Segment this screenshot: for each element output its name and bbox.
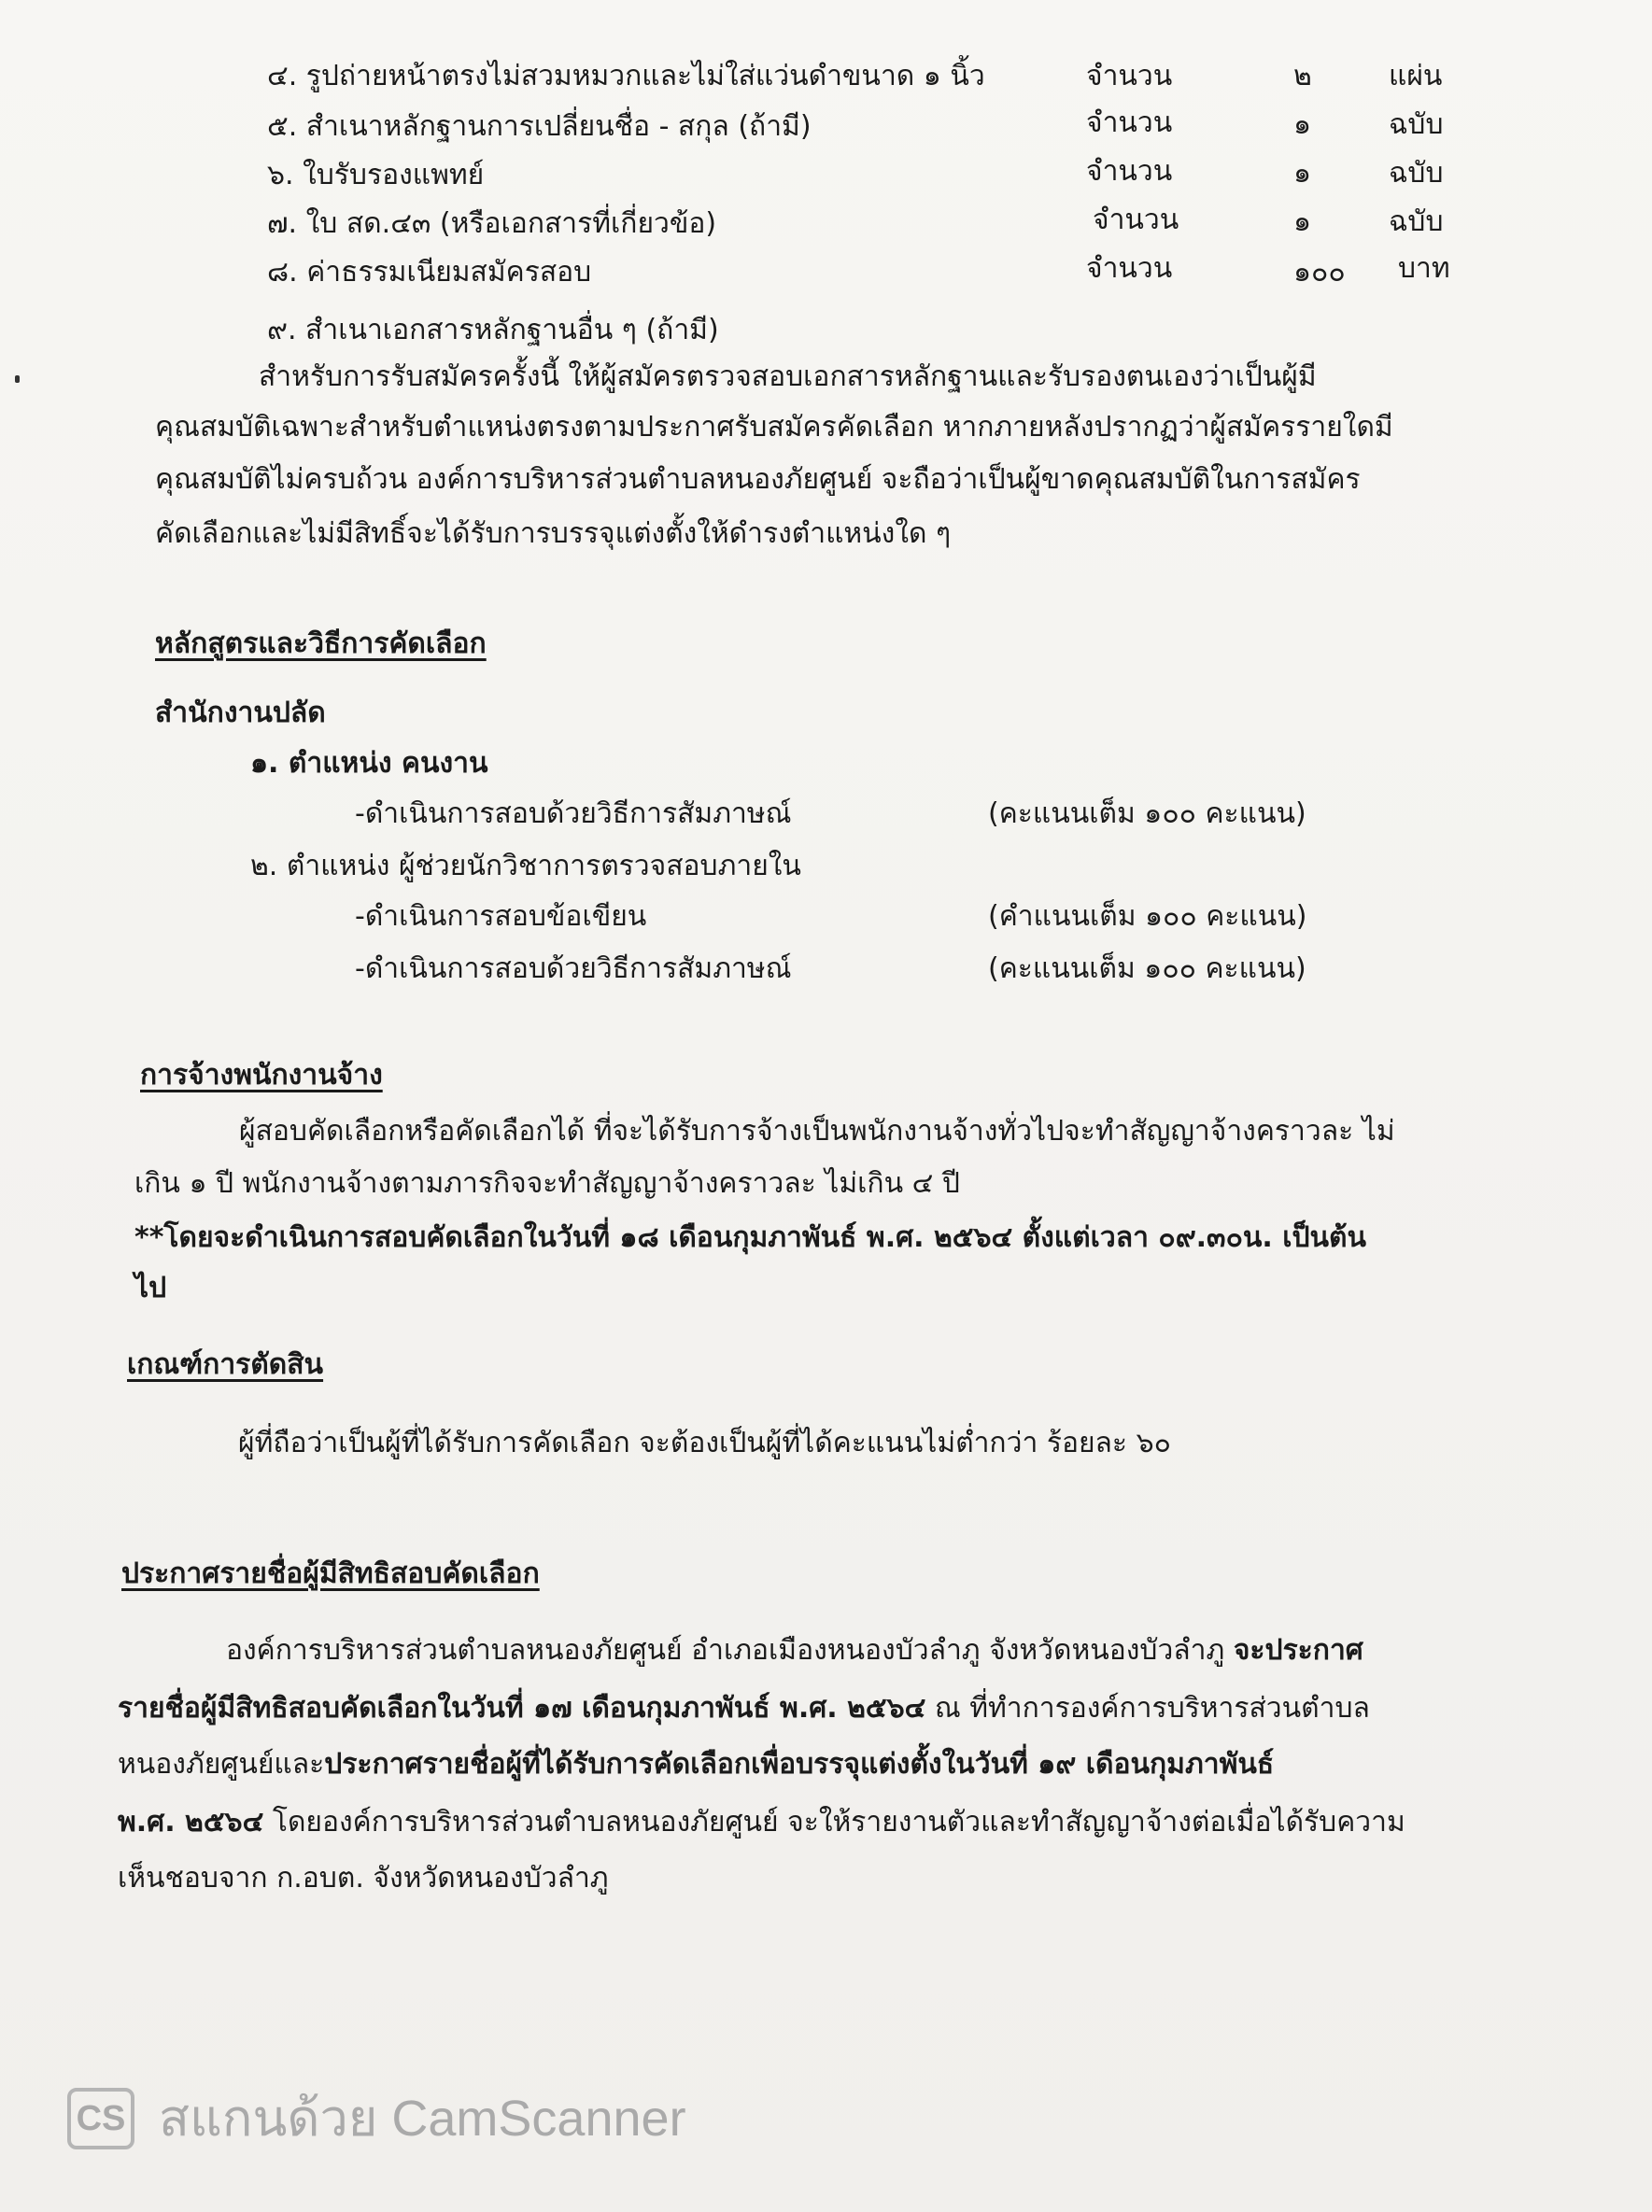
list-item-unit: ฉบับ xyxy=(1389,205,1444,238)
paragraph-line: พ.ศ. ๒๕๖๔ โดยองค์การบริหารส่วนตำบลหนองภัยศูนย์ จะให้รายงานตัวและทำสัญญาจ้างต่อเมื่อได้รับความ xyxy=(118,1806,1405,1839)
list-item-label: จำนวน xyxy=(1086,252,1173,285)
paragraph-line: หนองภัยศูนย์และประกาศรายชื่อผู้ที่ได้รับการคัดเลือกเพื่อบรรจุแต่งตั้งในวันที่ ๑๙ เดือนกุมภาพันธ์ xyxy=(118,1748,1275,1781)
paragraph-line: รายชื่อผู้มีสิทธิสอบคัดเลือกในวันที่ ๑๗ เดือนกุมภาพันธ์ พ.ศ. ๒๕๖๔ ณ ที่ทำการองค์การบริหารส่วนตำบล xyxy=(118,1692,1370,1725)
list-item-text: ๕. สำเนาหลักฐานการเปลี่ยนชื่อ - สกุล (ถ้ามี) xyxy=(267,110,812,143)
list-item-qty: ๑ xyxy=(1293,205,1312,238)
list-item-unit: ฉบับ xyxy=(1389,108,1444,141)
list-item-label: จำนวน xyxy=(1086,106,1173,139)
list-item-qty: ๑ xyxy=(1293,108,1312,141)
list-item-text: ๔. รูปถ่ายหน้าตรงไม่สวมหมวกและไม่ใส่แว่นดำขนาด ๑ นิ้ว xyxy=(267,60,985,92)
section-heading: หลักสูตรและวิธีการคัดเลือก xyxy=(155,627,487,660)
method-item: -ดำเนินการสอบด้วยวิธีการสัมภาษณ์ xyxy=(355,952,792,985)
list-item-text: ๖. ใบรับรองแพทย์ xyxy=(267,159,485,191)
office-name: สำนักงานปลัด xyxy=(155,697,326,729)
exam-date-notice-cont: ไป xyxy=(134,1272,167,1304)
method-score: (คะแนนเต็ม ๑๐๐ คะแนน) xyxy=(988,952,1306,985)
camscanner-logo-icon: CS xyxy=(67,2088,134,2149)
method-item: -ดำเนินการสอบข้อเขียน xyxy=(355,900,647,933)
section-heading: เกณฑ์การตัดสิน xyxy=(127,1348,324,1381)
method-item: -ดำเนินการสอบด้วยวิธีการสัมภาษณ์ xyxy=(355,797,792,830)
list-item-qty: ๑๐๐ xyxy=(1293,256,1346,289)
list-item-text: ๗. ใบ สด.๔๓ (หรือเอกสารที่เกี่ยวข้อ) xyxy=(267,207,717,240)
list-item-unit: บาท xyxy=(1398,252,1450,285)
list-item-text: ๙. สำเนาเอกสารหลักฐานอื่น ๆ (ถ้ามี) xyxy=(267,314,719,346)
position-title: ๑. ตำแหน่ง คนงาน xyxy=(250,747,488,780)
paragraph-line: คุณสมบัติไม่ครบถ้วน องค์การบริหารส่วนตำบลหนองภัยศูนย์ จะถือว่าเป็นผู้ขาดคุณสมบัติในการสมัคร xyxy=(155,463,1361,496)
list-item-qty: ๒ xyxy=(1293,60,1312,92)
list-item-unit: แผ่น xyxy=(1389,60,1443,92)
scan-speck xyxy=(15,375,20,383)
list-item-text: ๘. ค่าธรรมเนียมสมัครสอบ xyxy=(267,256,592,289)
position-title: ๒. ตำแหน่ง ผู้ช่วยนักวิชาการตรวจสอบภายใน xyxy=(250,850,801,882)
criteria-line: ผู้ที่ถือว่าเป็นผู้ที่ได้รับการคัดเลือก จะต้องเป็นผู้ที่ได้คะแนนไม่ต่ำกว่า ร้อยละ ๖๐ xyxy=(238,1427,1171,1459)
list-item-unit: ฉบับ xyxy=(1389,157,1444,190)
list-item-label: จำนวน xyxy=(1086,155,1173,188)
paragraph-line: เกิน ๑ ปี พนักงานจ้างตามภารกิจจะทำสัญญาจ้างคราวละ ไม่เกิน ๔ ปี xyxy=(134,1167,960,1200)
paragraph-line: คัดเลือกและไม่มีสิทธิ์จะได้รับการบรรจุแต่งตั้งให้ดำรงตำแหน่งใด ๆ xyxy=(155,517,952,550)
list-item-label: จำนวน xyxy=(1093,204,1179,236)
list-item-qty: ๑ xyxy=(1293,157,1312,190)
paragraph-line: เห็นชอบจาก ก.อบต. จังหวัดหนองบัวลำภู xyxy=(118,1862,609,1895)
exam-date-notice: **โดยจะดำเนินการสอบคัดเลือกในวันที่ ๑๘ เดือนกุมภาพันธ์ พ.ศ. ๒๕๖๔ ตั้งแต่เวลา ๐๙.๓๐น. เป็นต้น xyxy=(134,1221,1367,1254)
list-item-label: จำนวน xyxy=(1086,60,1173,92)
paragraph-line: ผู้สอบคัดเลือกหรือคัดเลือกได้ ที่จะได้รับการจ้างเป็นพนักงานจ้างทั่วไปจะทำสัญญาจ้างคราวละ ไม่ xyxy=(239,1115,1395,1148)
paragraph-line: องค์การบริหารส่วนตำบลหนองภัยศูนย์ อำเภอเมืองหนองบัวลำภู จังหวัดหนองบัวลำภู จะประกาศ xyxy=(226,1634,1363,1667)
section-heading: ประกาศรายชื่อผู้มีสิทธิสอบคัดเลือก xyxy=(121,1557,540,1590)
method-score: (คะแนนเต็ม ๑๐๐ คะแนน) xyxy=(988,797,1306,830)
method-score: (คำแนนเต็ม ๑๐๐ คะแนน) xyxy=(988,900,1307,933)
paragraph-line: คุณสมบัติเฉพาะสำหรับตำแหน่งตรงตามประกาศรับสมัครคัดเลือก หากภายหลังปรากฏว่าผู้สมัครรายใดมี xyxy=(155,411,1393,444)
paragraph-line: สำหรับการรับสมัครครั้งนี้ ให้ผู้สมัครตรวจสอบเอกสารหลักฐานและรับรองตนเองว่าเป็นผู้มี xyxy=(259,360,1317,393)
section-heading: การจ้างพนักงานจ้าง xyxy=(140,1059,383,1092)
camscanner-watermark-text: สแกนด้วย CamScanner xyxy=(159,2091,686,2147)
